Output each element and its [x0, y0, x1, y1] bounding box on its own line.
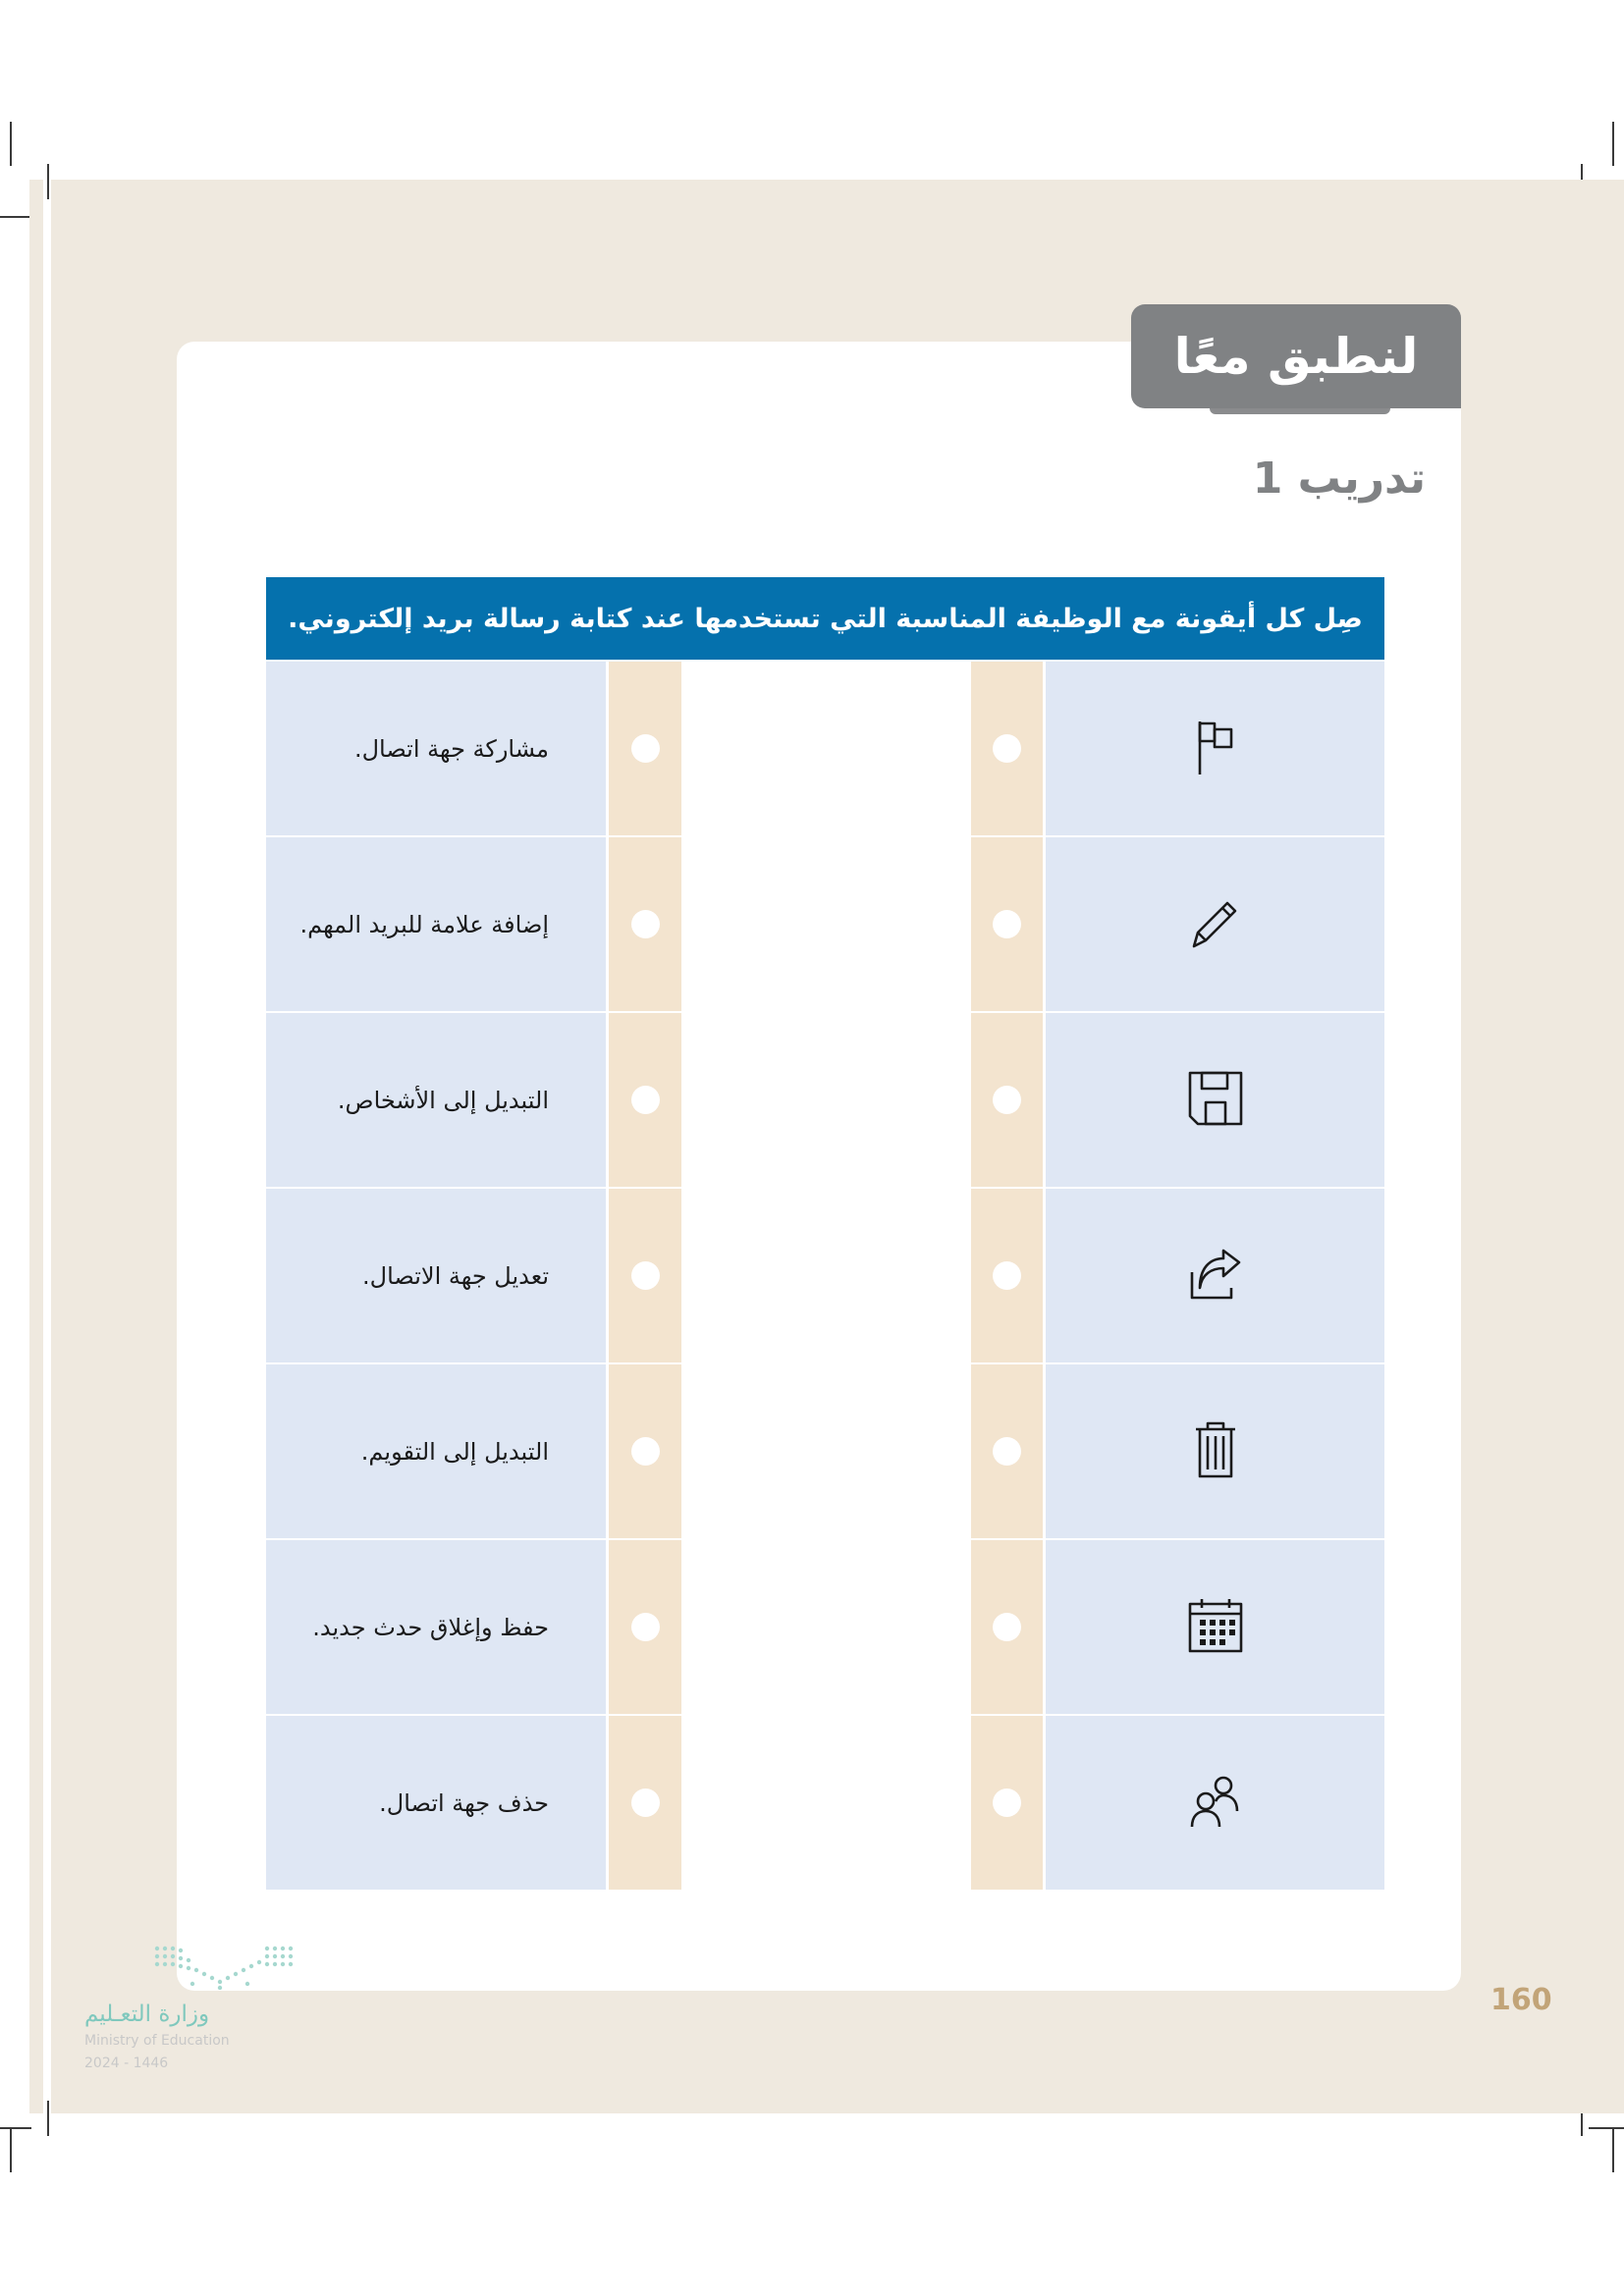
matching-row: [266, 1189, 1384, 1362]
pencil-icon: [1186, 893, 1245, 956]
matching-row: [266, 1540, 1384, 1714]
ministry-logo-mark: [153, 1945, 295, 1990]
matching-row: [266, 662, 1384, 835]
banner-title: لنطبق معًا: [1173, 328, 1419, 385]
crop-mark: [0, 216, 31, 218]
matching-row: [266, 1364, 1384, 1538]
function-connector-dot[interactable]: [631, 734, 660, 763]
icon-connector-dot[interactable]: [993, 1613, 1021, 1641]
icon-connector-dot[interactable]: [993, 1261, 1021, 1290]
function-connector-column: [609, 1189, 681, 1362]
save-icon: [1186, 1069, 1245, 1132]
matching-row: [266, 837, 1384, 1011]
function-text: تعديل جهة الاتصال.: [362, 1261, 549, 1290]
function-cell: [266, 1364, 606, 1538]
icon-connector-column: [971, 1013, 1043, 1187]
function-cell: [266, 837, 606, 1011]
ministry-year: 2024 - 1446: [84, 2056, 169, 2071]
function-connector-dot[interactable]: [631, 1086, 660, 1114]
function-text: التبديل إلى الأشخاص.: [337, 1086, 549, 1114]
function-text: إضافة علامة للبريد المهم.: [299, 910, 549, 938]
matching-row: [266, 1013, 1384, 1187]
icon-connector-column: [971, 1189, 1043, 1362]
crop-mark: [1612, 122, 1614, 166]
people-icon: [1186, 1772, 1245, 1835]
crop-mark: [1589, 2127, 1624, 2129]
function-cell: [266, 1189, 606, 1362]
icon-connector-dot[interactable]: [993, 1086, 1021, 1114]
icon-cell: [1046, 1716, 1384, 1890]
function-connector-dot[interactable]: [631, 1261, 660, 1290]
function-cell: [266, 1716, 606, 1890]
icon-connector-dot[interactable]: [993, 910, 1021, 938]
trash-icon: [1186, 1420, 1245, 1483]
function-text: مشاركة جهة اتصال.: [353, 734, 549, 763]
function-text: حفظ وإغلاق حدث جديد.: [312, 1613, 549, 1641]
icon-cell: [1046, 1540, 1384, 1714]
function-connector-dot[interactable]: [631, 1437, 660, 1466]
page-number: 160: [1490, 1983, 1552, 2017]
icon-cell: [1046, 1364, 1384, 1538]
crop-mark: [47, 164, 49, 199]
function-connector-dot[interactable]: [631, 1613, 660, 1641]
instruction-bar: [266, 577, 1384, 660]
function-connector-dot[interactable]: [631, 910, 660, 938]
function-connector-column: [609, 1716, 681, 1890]
matching-row: [266, 1716, 1384, 1890]
share-icon: [1186, 1245, 1245, 1308]
function-connector-column: [609, 1540, 681, 1714]
icon-cell: [1046, 1013, 1384, 1187]
function-connector-dot[interactable]: [631, 1789, 660, 1817]
icon-connector-dot[interactable]: [993, 1437, 1021, 1466]
exercise-title: تدريب 1: [1252, 454, 1426, 504]
icon-connector-column: [971, 1540, 1043, 1714]
function-cell: [266, 1540, 606, 1714]
icon-cell: [1046, 662, 1384, 835]
ministry-name-arabic: وزارة التعـليم: [84, 2002, 210, 2027]
function-cell: [266, 1013, 606, 1187]
icon-connector-dot[interactable]: [993, 734, 1021, 763]
crop-mark: [10, 122, 12, 166]
icon-connector-column: [971, 662, 1043, 835]
instruction-text: صِل كل أيقونة مع الوظيفة المناسبة التي تستخدمها عند كتابة رسالة بريد إلكتروني.: [288, 603, 1363, 634]
ministry-name-english: Ministry of Education: [84, 2033, 230, 2049]
icon-cell: [1046, 1189, 1384, 1362]
function-connector-column: [609, 1364, 681, 1538]
icon-connector-column: [971, 837, 1043, 1011]
function-text: حذف جهة اتصال.: [379, 1789, 549, 1817]
icon-connector-dot[interactable]: [993, 1789, 1021, 1817]
crop-mark: [1612, 2128, 1614, 2172]
function-connector-column: [609, 662, 681, 835]
crop-mark: [0, 2127, 31, 2129]
section-banner: [1131, 304, 1461, 408]
function-connector-column: [609, 1013, 681, 1187]
icon-cell: [1046, 837, 1384, 1011]
function-cell: [266, 662, 606, 835]
icon-connector-column: [971, 1364, 1043, 1538]
function-connector-column: [609, 837, 681, 1011]
function-text: التبديل إلى التقويم.: [360, 1437, 549, 1466]
crop-mark: [10, 2128, 12, 2172]
page-edge-strip: [29, 180, 43, 2113]
icon-connector-column: [971, 1716, 1043, 1890]
crop-mark: [47, 2101, 49, 2136]
flag-icon: [1186, 718, 1245, 780]
calendar-icon: [1186, 1596, 1245, 1659]
